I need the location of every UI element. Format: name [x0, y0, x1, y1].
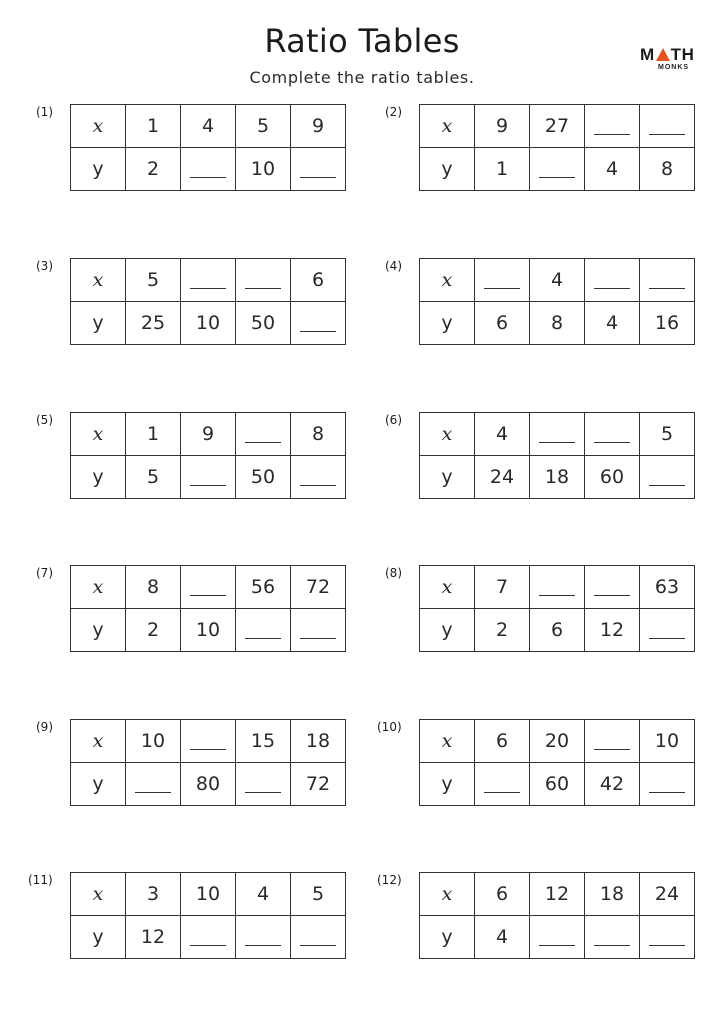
- ratio-table: [70, 258, 346, 345]
- answer-line: [594, 594, 630, 596]
- x-row: [71, 566, 346, 609]
- answer-line: [649, 133, 685, 135]
- answer-line: [484, 791, 520, 793]
- x-row: [420, 413, 695, 456]
- y-value-cell: 12: [126, 916, 181, 959]
- blank-answer-cell[interactable]: [585, 259, 640, 302]
- answer-line: [649, 637, 685, 639]
- y-value-cell: 4: [585, 302, 640, 345]
- y-value-cell: 1: [475, 148, 530, 191]
- x-row: [71, 720, 346, 763]
- blank-answer-cell[interactable]: [236, 259, 291, 302]
- x-row: [420, 720, 695, 763]
- x-row: [71, 105, 346, 148]
- y-value-cell: 2: [475, 609, 530, 652]
- y-value-cell: 42: [585, 763, 640, 806]
- y-value-cell: 16: [640, 302, 695, 345]
- x-value-cell: 4: [236, 873, 291, 916]
- ratio-table: [70, 412, 346, 499]
- problem-number: (3): [36, 259, 53, 273]
- answer-line: [245, 637, 281, 639]
- y-value-cell: 10: [181, 609, 236, 652]
- x-value-cell: 4: [181, 105, 236, 148]
- x-label: x: [420, 873, 475, 916]
- y-row: [420, 763, 695, 806]
- x-value-cell: 5: [236, 105, 291, 148]
- y-value-cell: 25: [126, 302, 181, 345]
- x-row: [71, 413, 346, 456]
- answer-line: [649, 944, 685, 946]
- y-row: [71, 609, 346, 652]
- x-value-cell: 6: [475, 873, 530, 916]
- y-row: [71, 302, 346, 345]
- problem-number: (10): [377, 720, 402, 734]
- y-value-cell: 6: [475, 302, 530, 345]
- y-label: y: [71, 148, 126, 191]
- y-row: [420, 302, 695, 345]
- y-value-cell: 2: [126, 148, 181, 191]
- logo-triangle-icon: [656, 48, 670, 61]
- blank-answer-cell[interactable]: [530, 148, 585, 191]
- answer-line: [300, 176, 336, 178]
- answer-line: [300, 330, 336, 332]
- answer-line: [539, 441, 575, 443]
- instructions: Complete the ratio tables.: [249, 68, 475, 87]
- answer-line: [300, 944, 336, 946]
- blank-answer-cell[interactable]: [585, 720, 640, 763]
- x-value-cell: 72: [291, 566, 346, 609]
- problem-number: (8): [385, 566, 402, 580]
- x-value-cell: 8: [291, 413, 346, 456]
- blank-answer-cell[interactable]: [530, 916, 585, 959]
- blank-answer-cell[interactable]: [640, 259, 695, 302]
- ratio-table: [419, 104, 695, 191]
- y-row: [420, 609, 695, 652]
- blank-answer-cell[interactable]: [585, 916, 640, 959]
- y-label: y: [420, 148, 475, 191]
- blank-answer-cell[interactable]: [530, 413, 585, 456]
- x-value-cell: 4: [475, 413, 530, 456]
- answer-line: [594, 441, 630, 443]
- x-label: x: [71, 105, 126, 148]
- x-value-cell: 56: [236, 566, 291, 609]
- answer-line: [245, 944, 281, 946]
- x-label: x: [420, 413, 475, 456]
- blank-answer-cell[interactable]: [585, 413, 640, 456]
- y-value-cell: 24: [475, 456, 530, 499]
- answer-line: [245, 441, 281, 443]
- y-label: y: [71, 763, 126, 806]
- x-value-cell: 63: [640, 566, 695, 609]
- blank-answer-cell[interactable]: [585, 566, 640, 609]
- answer-line: [649, 484, 685, 486]
- x-value-cell: 10: [126, 720, 181, 763]
- x-value-cell: 9: [475, 105, 530, 148]
- blank-answer-cell[interactable]: [475, 259, 530, 302]
- x-label: x: [420, 259, 475, 302]
- y-value-cell: 6: [530, 609, 585, 652]
- blank-answer-cell[interactable]: [126, 763, 181, 806]
- blank-answer-cell[interactable]: [530, 566, 585, 609]
- y-value-cell: 12: [585, 609, 640, 652]
- ratio-table: [70, 104, 346, 191]
- y-row: [420, 148, 695, 191]
- y-value-cell: 50: [236, 456, 291, 499]
- x-value-cell: 15: [236, 720, 291, 763]
- answer-line: [594, 748, 630, 750]
- x-row: [420, 873, 695, 916]
- answer-line: [649, 287, 685, 289]
- x-row: [71, 873, 346, 916]
- problem-number: (7): [36, 566, 53, 580]
- y-value-cell: 10: [236, 148, 291, 191]
- y-label: y: [71, 456, 126, 499]
- blank-answer-cell[interactable]: [181, 720, 236, 763]
- y-row: [420, 916, 695, 959]
- ratio-table: [419, 719, 695, 806]
- x-value-cell: 10: [640, 720, 695, 763]
- y-value-cell: 5: [126, 456, 181, 499]
- ratio-table: [70, 565, 346, 652]
- y-value-cell: 4: [475, 916, 530, 959]
- y-label: y: [71, 916, 126, 959]
- x-label: x: [71, 413, 126, 456]
- answer-line: [245, 287, 281, 289]
- x-value-cell: 4: [530, 259, 585, 302]
- x-label: x: [71, 873, 126, 916]
- blank-answer-cell[interactable]: [640, 609, 695, 652]
- answer-line: [300, 484, 336, 486]
- blank-answer-cell[interactable]: [291, 916, 346, 959]
- blank-answer-cell[interactable]: [640, 105, 695, 148]
- y-label: y: [420, 763, 475, 806]
- blank-answer-cell[interactable]: [291, 302, 346, 345]
- y-value-cell: 8: [640, 148, 695, 191]
- y-row: [71, 456, 346, 499]
- x-value-cell: 20: [530, 720, 585, 763]
- y-label: y: [71, 302, 126, 345]
- ratio-table: [419, 412, 695, 499]
- blank-answer-cell[interactable]: [640, 916, 695, 959]
- answer-line: [594, 287, 630, 289]
- ratio-table: [419, 258, 695, 345]
- x-value-cell: 18: [585, 873, 640, 916]
- answer-line: [135, 791, 171, 793]
- blank-answer-cell[interactable]: [181, 916, 236, 959]
- x-row: [420, 259, 695, 302]
- blank-answer-cell[interactable]: [181, 259, 236, 302]
- answer-line: [190, 287, 226, 289]
- answer-line: [594, 944, 630, 946]
- y-label: y: [420, 302, 475, 345]
- ratio-table: [70, 719, 346, 806]
- y-value-cell: 50: [236, 302, 291, 345]
- blank-answer-cell[interactable]: [236, 763, 291, 806]
- blank-answer-cell[interactable]: [181, 148, 236, 191]
- blank-answer-cell[interactable]: [475, 763, 530, 806]
- blank-answer-cell[interactable]: [181, 566, 236, 609]
- problem-number: (5): [36, 413, 53, 427]
- answer-line: [245, 791, 281, 793]
- answer-line: [594, 133, 630, 135]
- x-label: x: [71, 720, 126, 763]
- y-value-cell: 80: [181, 763, 236, 806]
- blank-answer-cell[interactable]: [640, 456, 695, 499]
- y-value-cell: 18: [530, 456, 585, 499]
- y-value-cell: 4: [585, 148, 640, 191]
- x-value-cell: 10: [181, 873, 236, 916]
- ratio-table: [419, 565, 695, 652]
- x-value-cell: 5: [126, 259, 181, 302]
- x-row: [420, 566, 695, 609]
- x-value-cell: 5: [640, 413, 695, 456]
- blank-answer-cell[interactable]: [640, 763, 695, 806]
- answer-line: [190, 484, 226, 486]
- x-value-cell: 12: [530, 873, 585, 916]
- problem-number: (6): [385, 413, 402, 427]
- x-value-cell: 6: [475, 720, 530, 763]
- answer-line: [539, 944, 575, 946]
- x-value-cell: 7: [475, 566, 530, 609]
- y-value-cell: 72: [291, 763, 346, 806]
- blank-answer-cell[interactable]: [585, 105, 640, 148]
- x-value-cell: 24: [640, 873, 695, 916]
- answer-line: [190, 594, 226, 596]
- x-label: x: [420, 105, 475, 148]
- y-value-cell: 60: [585, 456, 640, 499]
- x-value-cell: 27: [530, 105, 585, 148]
- x-value-cell: 3: [126, 873, 181, 916]
- logo-text: M TH: [640, 45, 695, 64]
- page-title: Ratio Tables: [264, 22, 460, 60]
- y-value-cell: 8: [530, 302, 585, 345]
- x-value-cell: 18: [291, 720, 346, 763]
- answer-line: [190, 748, 226, 750]
- x-value-cell: 1: [126, 105, 181, 148]
- x-value-cell: 9: [181, 413, 236, 456]
- blank-answer-cell[interactable]: [236, 413, 291, 456]
- x-row: [420, 105, 695, 148]
- answer-line: [539, 594, 575, 596]
- blank-answer-cell[interactable]: [236, 609, 291, 652]
- problem-number: (11): [28, 873, 53, 887]
- answer-line: [190, 944, 226, 946]
- blank-answer-cell[interactable]: [291, 609, 346, 652]
- blank-answer-cell[interactable]: [236, 916, 291, 959]
- y-value-cell: 60: [530, 763, 585, 806]
- blank-answer-cell[interactable]: [291, 456, 346, 499]
- x-value-cell: 8: [126, 566, 181, 609]
- answer-line: [300, 637, 336, 639]
- problem-number: (2): [385, 105, 402, 119]
- x-value-cell: 5: [291, 873, 346, 916]
- x-value-cell: 1: [126, 413, 181, 456]
- logo-subtext: MONKS: [658, 64, 690, 71]
- answer-line: [539, 176, 575, 178]
- problem-number: (9): [36, 720, 53, 734]
- answer-line: [484, 287, 520, 289]
- answer-line: [190, 176, 226, 178]
- y-row: [71, 916, 346, 959]
- y-row: [420, 456, 695, 499]
- brand-logo: [640, 45, 710, 75]
- blank-answer-cell[interactable]: [181, 456, 236, 499]
- x-value-cell: 9: [291, 105, 346, 148]
- y-row: [71, 763, 346, 806]
- x-value-cell: 6: [291, 259, 346, 302]
- ratio-table: [70, 872, 346, 959]
- y-label: y: [420, 609, 475, 652]
- y-label: y: [71, 609, 126, 652]
- problem-number: (1): [36, 105, 53, 119]
- x-row: [71, 259, 346, 302]
- problem-number: (12): [377, 873, 402, 887]
- answer-line: [649, 791, 685, 793]
- y-label: y: [420, 916, 475, 959]
- x-label: x: [420, 566, 475, 609]
- x-label: x: [71, 566, 126, 609]
- y-value-cell: 2: [126, 609, 181, 652]
- x-label: x: [71, 259, 126, 302]
- x-label: x: [420, 720, 475, 763]
- y-value-cell: 10: [181, 302, 236, 345]
- ratio-table: [419, 872, 695, 959]
- problem-number: (4): [385, 259, 402, 273]
- y-row: [71, 148, 346, 191]
- blank-answer-cell[interactable]: [291, 148, 346, 191]
- y-label: y: [420, 456, 475, 499]
